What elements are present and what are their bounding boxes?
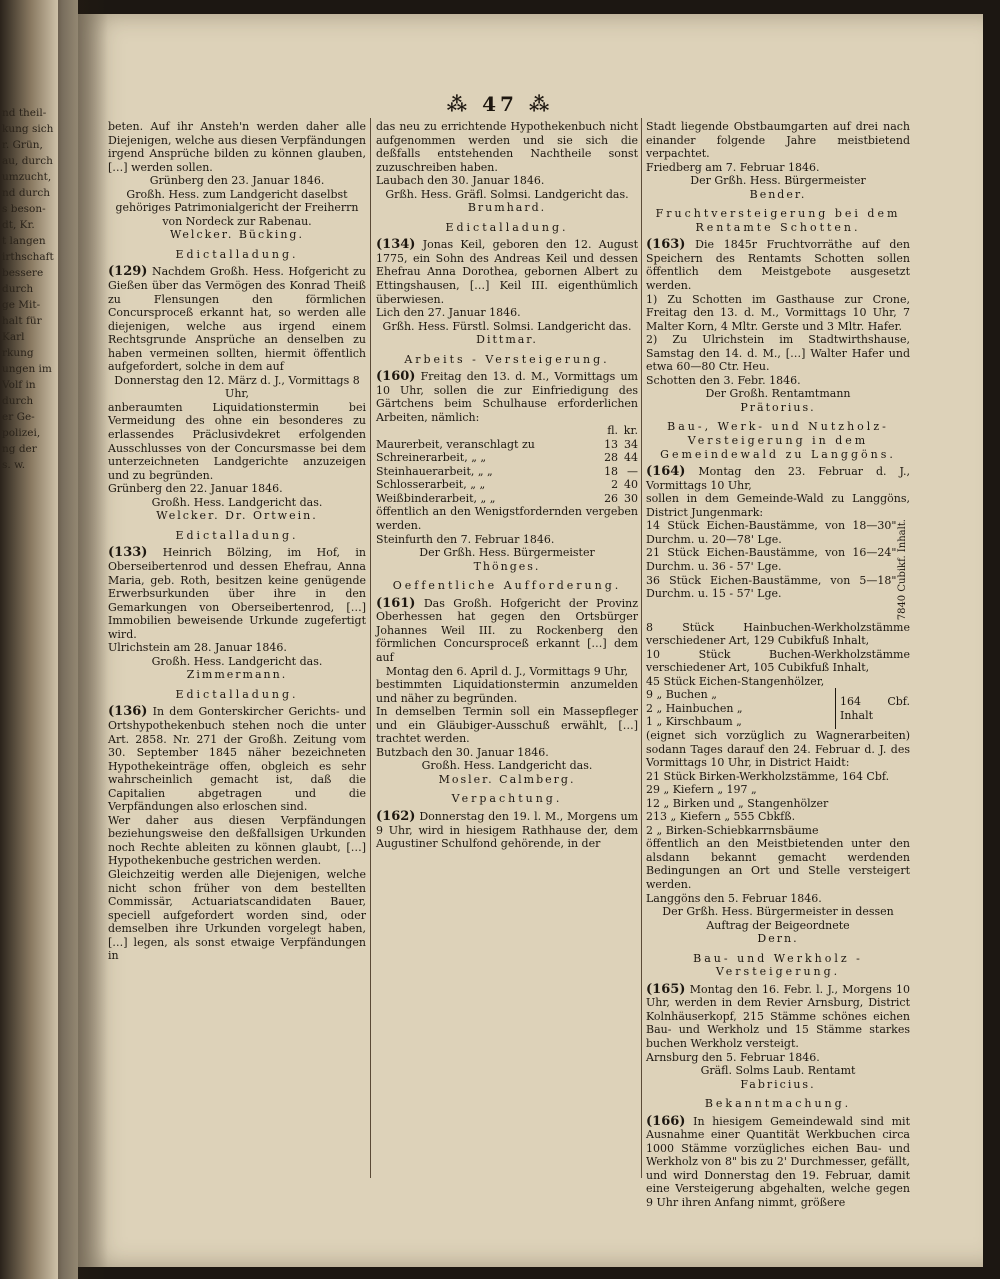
margin-fragment: s beson- [2,203,46,215]
margin-fragment: dt, Kr. [2,219,35,231]
list-item: 21 Stück Birken-Werkholzstämme, 164 Cbf. [646,769,890,783]
table-row: Maurerbeit, veranschlagt zu 13 34 [376,437,638,451]
signature-names: Bender. [749,187,807,201]
paragraph: In demselben Termin soll ein Massepfleger und ein Gläubiger-Ausschuß erwählt, […] trachtet werden. [376,705,638,746]
notice-number: (163) [646,237,686,253]
margin-fragment: ungen im [2,363,52,375]
margin-fragment: bessere [2,267,44,279]
margin-fragment: halt für [2,315,42,327]
column-3 [646,120,910,1210]
signature-names: Mosler. Calmberg. [438,772,576,786]
section-heading: Verpachtung. [451,792,563,806]
paragraph: öffentlich an den Meistbietenden unter den alsdann bekannt gemacht werdenden Bedingungen an Ort und Stelle versteigert werden. [646,837,910,891]
notice-136: (136) In dem Gonterskircher Gerichts- und Ortshypothekenbuch stehen noch die unter Art. 2858. Nr. 271 der Großh. Zeitung vom 30. September 1845 näher bezeichneten Hypothekeinträge offen, obgleich es sehr wahrscheinlich gemacht ist, daß die Capitalien abgetragen und die Verpfändungen also erloschen sind. [108,704,367,814]
signature-names: Welcker. Dr. Ortwein. [156,509,318,523]
pole-list-block [646,688,910,729]
paragraph: (eignet sich vorzüglich zu Wagnerarbeiten) sodann Tages darauf den 24. Februar d. J. des Vormittags 10 Uhr, in District Haidt: [646,728,910,770]
list-item: 8 Stück Hainbuchen-Werkholzstämme verschiedener Art, 129 Cubikfuß Inhalt, [646,620,910,648]
section-heading: Arbeits - Versteigerung. [404,352,610,366]
dateline: Laubach den 30. Januar 1846. [376,174,545,188]
paragraph: sollen in dem Gemeinde-Wald zu Langgöns, District Jungenmark: [646,492,910,519]
margin-fragment: durch [2,283,34,295]
signature-authority: Großh. Hess. Landgericht das. [151,495,323,509]
list-item: 1 „ Kirschbaum „ [646,715,742,729]
section-heading: Edictalladung. [175,687,299,701]
margin-fragment: er Ge- [2,411,35,423]
margin-fragment: s. w. [2,459,26,471]
margin-fragment: Volf in [2,379,36,391]
signature-names: Zimmermann. [186,668,288,682]
paragraph: öffentlich an den Wenigstfordernden vergeben werden. [376,505,638,533]
notice-number: (162) [376,808,416,824]
margin-fragment: durch [2,395,34,407]
signature-authority: Grßh. Hess. Fürstl. Solmsi. Landgericht das. [382,319,632,333]
notice-133: (133) Heinrich Bölzing, im Hof, in Oberseibertenrod und dessen Ehefrau, Anna Maria, geb. Roth, besitzen keine genügende Erwerbsurkunden über ihre in den Gemarkungen von Oberseibertenrod, […] Immobilien beweisende Urkunde zugefertigt wird. [108,545,366,641]
margin-fragment: nd durch [2,187,50,199]
list-item: 29 „ Kiefern „ 197 „ [646,783,757,797]
list-item: 12 „ Birken und „ Stangenhölzer [646,796,829,810]
notice-number: (129) [108,264,148,280]
column-rule [370,118,371,1178]
signature-authority: Großh. Hess. Landgericht das. [151,654,323,668]
signature-names: Thönges. [473,559,541,573]
date-line: Montag den 6. April d. J., Vormittags 9 Uhr, [385,664,629,678]
cost-table [376,424,638,505]
signature-names: Fabricius. [740,1077,816,1091]
notice-162: (162) Donnerstag den 19. l. M., Morgens um 9 Uhr, wird in hiesigem Rathhause der, dem Augustiner Schulfond gehörende, in der [376,808,638,851]
dateline: Grünberg den 23. Januar 1846. [149,174,325,188]
notice-number: (136) [108,704,148,720]
signature-authority: Der Grßh. Hess. Bürgermeister [419,546,595,560]
section-heading: Oeffentliche Aufforderung. [392,579,622,593]
paragraph: beten. Auf ihr Ansteh'n werden daher alle Diejenigen, welche aus diesen Verpfändungen irgend Ansprüche bilden zu können glauben, […] werden sollen. [108,120,366,174]
dateline: Butzbach den 30. Januar 1846. [376,745,549,759]
dateline: Schotten den 3. Febr. 1846. [646,373,801,387]
notice-number: (160) [376,369,416,385]
signature-authority: Der Großh. Rentamtmann [705,387,851,401]
list-item: 1) Zu Schotten im Gasthause zur Crone, Freitag den 13. d. M., Vormittags 10 Uhr, 7 Malter Korn, 4 Mltr. Gerste und 3 Mltr. Hafer. [646,292,910,333]
notice-number: (134) [376,237,416,253]
signature-names: Dern. [757,932,799,946]
dateline: Langgöns den 5. Februar 1846. [646,891,822,905]
list-item: 9 „ Buchen „ [646,688,717,702]
table-row: Steinhauerarbeit, „ „ 18 — [376,464,638,478]
table-row: Schreinerarbeit, „ „ 28 44 [376,451,638,465]
margin-fragment: kung sich [2,123,54,135]
notice-166: (166) In hiesigem Gemeindewald sind mit Ausnahme einer Quantität Werkbuchen circa 1000 Stämme vorzügliches eichen Bau- und Werkholz von 8" bis zu 2' Durchmesser, gefällt, und wird Donnerstag den 19. Februar, damit eine Versteigerung abgehalten, welche gegen 9 Uhr ihren Anfang nimmt, größere [646,1113,910,1210]
signature-names: Welcker. Bücking. [170,228,304,242]
list-item: 21 Stück Eichen-Baustämme, von 16—24" Durchm. u. 36 - 57' Lge. [646,546,897,573]
list-item: 2 „ Birken-Schiebkarrnsbäume [646,823,819,837]
list-item: 36 Stück Eichen-Baustämme, von 5—18" Durchm. u. 15 - 57' Lge. [646,573,897,601]
paragraph: Stadt liegende Obstbaumgarten auf drei nach einander folgende Jahre meistbietend verpachtet. [646,120,910,161]
dateline: Friedberg am 7. Februar 1846. [646,160,820,174]
section-heading: Edictalladung. [175,247,299,261]
date-line: Donnerstag den 12. März d. J., Vormittags 8 Uhr, [114,373,360,401]
signature-names: Prätorius. [740,400,816,414]
section-heading: Bau-, Werk- und Nutzholz-Versteigerung in dem Gemeindewald zu Langgöns. [660,420,896,461]
signature-authority: Großh. Hess. Landgericht das. [421,759,593,773]
notice-number: (166) [646,1113,686,1129]
margin-fragment: umzucht, [2,171,52,183]
paragraph: Gleichzeitig werden alle Diejenigen, welche nicht schon früher von dem bestellten Commissär, Actuariatscandidaten Bauer, speciell aufgefordert worden sind, oder demselben ihre Urkunden vorgelegt haben, […] legen, als sonst etwaige Verpfändungen in [108,867,366,963]
column-rule [641,118,642,1178]
paragraph: Wer daher aus diesen Verpfändungen beziehungsweise den deßfallsigen Urkunden noch Rechte ableiten zu können glaubt, […] Hypothekenbuche gestrichen werden. [108,813,366,868]
notice-number: (161) [376,595,416,611]
paragraph: bestimmten Liquidationstermin anzumelden und näher zu begründen. [376,678,638,705]
list-item: 213 „ Kiefern „ 555 Cbkfß. [646,810,796,824]
dateline: Ulrichstein am 28. Januar 1846. [108,641,287,655]
list-item: 45 Stück Eichen-Stangenhölzer, [646,674,825,688]
margin-fragment: irthschaft [2,251,54,263]
column-1 [108,120,366,963]
paragraph: anberaumten Liquidationstermin bei Vermeidung des ohne ein besonderes zu erlassendes Präclusivdekret erfolgenden Ausschlusses von der Concursmasse bei dem unterzeichneten Landgerichte anzuzeigen und zu begründen. [108,400,366,482]
notice-129: (129) Nachdem Großh. Hess. Hofgericht zu Gießen über das Vermögen des Konrad Theiß zu Flensungen den förmlichen Concursproceß erkannt hat, so werden alle diejenigen, welche aus irgend einem Rechtsgrunde Ansprüche an denselben zu haben vermeinen sollten, hiermit öffentlich aufgefordert, solche in dem auf [108,264,366,374]
margin-fragment: ge Mit- [2,299,41,311]
notice-number: (164) [646,464,686,480]
margin-fragment: au, durch [2,155,53,167]
table-header-row: fl. kr. [607,424,638,438]
column-2 [376,120,638,851]
paragraph: das neu zu errichtende Hypothekenbuch nicht aufgenommen werden und sie sich die deßfalls entstehenden Nachtheile sonst zuzuschreiben haben. [376,120,638,174]
section-heading: Bau- und Werkholz - Versteigerung. [693,951,863,979]
signature-authority: Der Grßh. Hess. Bürgermeister in dessen Auftrag der Beigeordnete [662,905,894,932]
margin-fragment: nd theil- [2,107,47,119]
page-gutter-shadow [58,0,108,1279]
margin-fragment: r. Grün, [2,139,43,151]
notice-160: (160) Freitag den 13. d. M., Vormittags um 10 Uhr, sollen die zur Einfriedigung des Gärtchens beim Schulhause erforderlichen Arbeiten, nämlich: [376,369,638,424]
margin-fragment: Karl [2,331,25,343]
dateline: Steinfurth den 7. Februar 1846. [376,532,555,546]
section-heading: Edictalladung. [445,220,569,234]
signature-authority: Grßh. Hess. Gräfl. Solmsi. Landgericht das. [385,187,629,201]
page-number: ⁂ 47 ⁂ [446,92,554,116]
notice-number: (165) [646,981,686,997]
notice-165: (165) Montag den 16. Febr. l. J., Morgens 10 Uhr, werden in dem Revier Arnsburg, District Kolnhäuserkopf, 215 Stämme schönes eichen Bau- und Werkholz und 15 Stämme starkes buchen Werkholz versteigt. [646,981,910,1050]
signature-authority: Großh. Hess. zum Landgericht daselbst gehöriges Patrimonialgericht der Freiherrn von Nordeck zur Rabenau. [115,187,359,228]
list-item: 2) Zu Ulrichstein im Stadtwirthshause, Samstag den 14. d. M., […] Walter Hafer und etwa 60—80 Ctr. Heu. [646,333,910,374]
signature-authority: Gräfl. Solms Laub. Rentamt [700,1064,856,1078]
table-row: Schlosserarbeit, „ „ 2 40 [376,478,638,492]
margin-fragment: ng der [2,443,37,455]
notice-163: (163) Die 1845r Fruchtvorräthe auf den Speichern des Rentamts Schotten sollen öffentlich dem Meistgebote ausgesetzt werden. [646,237,910,293]
signature-authority: Der Grßh. Hess. Bürgermeister [690,174,866,188]
list-item: 2 „ Hainbuchen „ [646,701,743,715]
notice-161: (161) Das Großh. Hofgericht der Provinz Oberhessen hat gegen den Ortsbürger Johannes Weil III. zu Rockenberg den förmlichen Concursproceß erkannt […] dem auf [376,595,638,664]
timber-list [646,519,896,620]
timber-list-block [646,519,910,620]
brace-total: 164 Cbf. Inhalt [835,688,910,729]
list-item: 14 Stück Eichen-Baustämme, von 18—30" Durchm. u. 20—78' Lge. [646,519,897,546]
notice-164: (164) Montag den 23. Februar d. J., Vormittags 10 Uhr, [646,464,910,492]
section-heading: Edictalladung. [175,528,299,542]
notice-number: (133) [108,545,148,561]
margin-fragment: rkung [2,347,34,359]
list-item: 10 Stück Buchen-Werkholzstämme verschiedener Art, 105 Cubikfuß Inhalt, [646,647,910,675]
dateline: Grünberg den 22. Januar 1846. [108,482,283,496]
signature-names: Dittmar. [476,333,538,347]
dateline: Arnsburg den 5. Februar 1846. [646,1050,820,1064]
signature-names: Brumhard. [467,201,547,215]
margin-fragment: t langen [2,235,46,247]
section-heading: Fruchtversteigerung bei dem Rentamte Schotten. [655,207,901,234]
table-row: Weißbinderarbeit, „ „ 26 30 [376,491,638,505]
dateline: Lich den 27. Januar 1846. [376,306,521,320]
notice-134: (134) Jonas Keil, geboren den 12. August 1775, ein Sohn des Andreas Keil und dessen Ehefrau Anna Dorothea, gebornen Albert zu Ettingshausen, […] Keil III. eigenthümlich überwiesen. [376,237,638,306]
section-heading: Bekanntmachung. [704,1097,852,1111]
margin-fragment: polizei, [2,427,41,439]
side-total-label: 7840 Cubikf. Inhalt. [897,519,909,621]
